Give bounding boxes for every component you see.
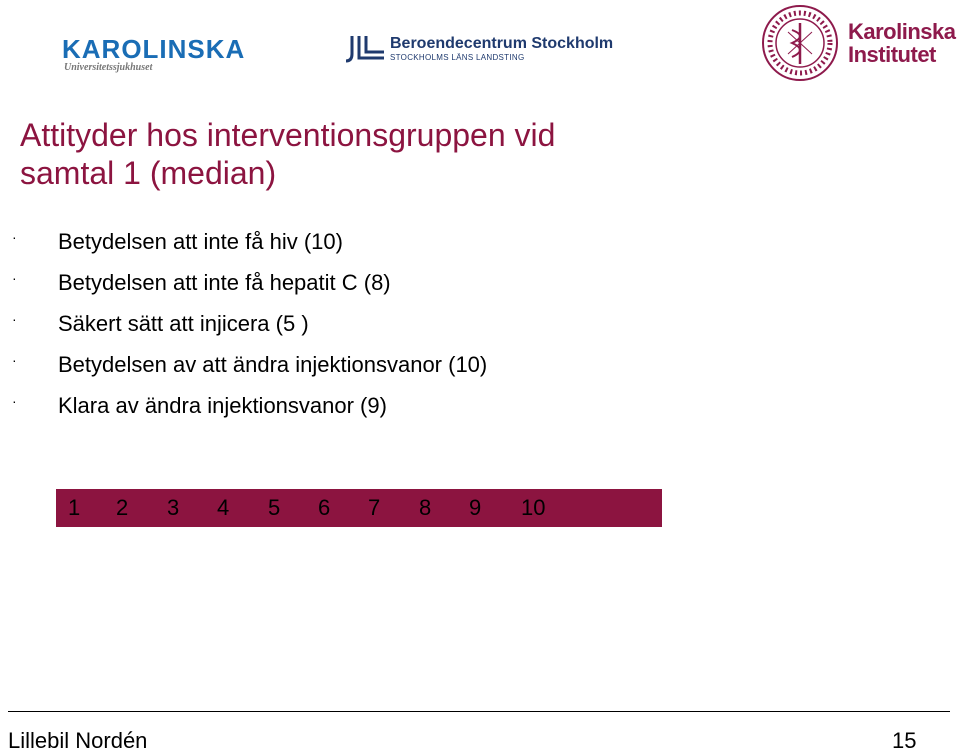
bullet-item xyxy=(12,230,487,253)
scale-label: 3 xyxy=(167,495,180,520)
scale-label: 7 xyxy=(368,495,381,520)
scale-label: 4 xyxy=(217,495,230,520)
bullet-list xyxy=(12,230,487,435)
karolinska-logo xyxy=(62,36,245,74)
scale-bar xyxy=(56,489,662,527)
bullet-text: Betydelsen att inte få hepatit C (8) xyxy=(58,270,391,295)
ki-seal-icon xyxy=(758,4,842,82)
scale-label: 1 xyxy=(68,495,81,520)
slide-title xyxy=(20,116,880,192)
karolinska-logo-sub: Universitetssjukhuset xyxy=(64,62,153,73)
bullet-item xyxy=(12,312,487,335)
scale-label: 8 xyxy=(419,495,432,520)
slide-title-line1: Attityder hos interventionsgruppen vid xyxy=(20,117,556,153)
ki-logo-line1: Karolinska xyxy=(848,19,956,44)
scale-label: 5 xyxy=(268,495,281,520)
scale-label: 9 xyxy=(469,495,482,520)
bullet-marker: · xyxy=(12,311,17,327)
footer-divider xyxy=(8,711,950,712)
bullet-marker: · xyxy=(12,352,17,368)
ki-logo-line2: Institutet xyxy=(848,42,936,67)
sll-icon xyxy=(346,34,384,64)
ki-logo xyxy=(758,4,956,82)
bullet-text: Klara av ändra injektionsvanor (9) xyxy=(58,393,387,418)
bullet-marker: · xyxy=(12,393,17,409)
bullet-text: Betydelsen att inte få hiv (10) xyxy=(58,229,343,254)
karolinska-logo-word: KAROLINSKA xyxy=(62,34,246,64)
scale-label: 6 xyxy=(318,495,331,520)
bullet-marker: · xyxy=(12,270,17,286)
bullet-text: Säkert sätt att injicera (5 ) xyxy=(58,311,309,336)
scale-label: 10 xyxy=(521,495,546,520)
bullet-item xyxy=(12,353,487,376)
bullet-item xyxy=(12,271,487,294)
beroende-logo-subtitle: STOCKHOLMS LÄNS LANDSTING xyxy=(390,53,525,62)
footer-author: Lillebil Nordén xyxy=(8,728,148,753)
beroende-logo xyxy=(346,34,613,64)
page-number: 15 xyxy=(892,728,917,753)
bullet-item xyxy=(12,394,487,417)
beroende-logo-title: Beroendecentrum Stockholm xyxy=(390,35,614,52)
slide-title-line2: samtal 1 (median) xyxy=(20,155,277,191)
scale-label: 2 xyxy=(116,495,129,520)
bullet-text: Betydelsen av att ändra injektionsvanor (10) xyxy=(58,352,488,377)
bullet-marker: · xyxy=(12,229,17,245)
